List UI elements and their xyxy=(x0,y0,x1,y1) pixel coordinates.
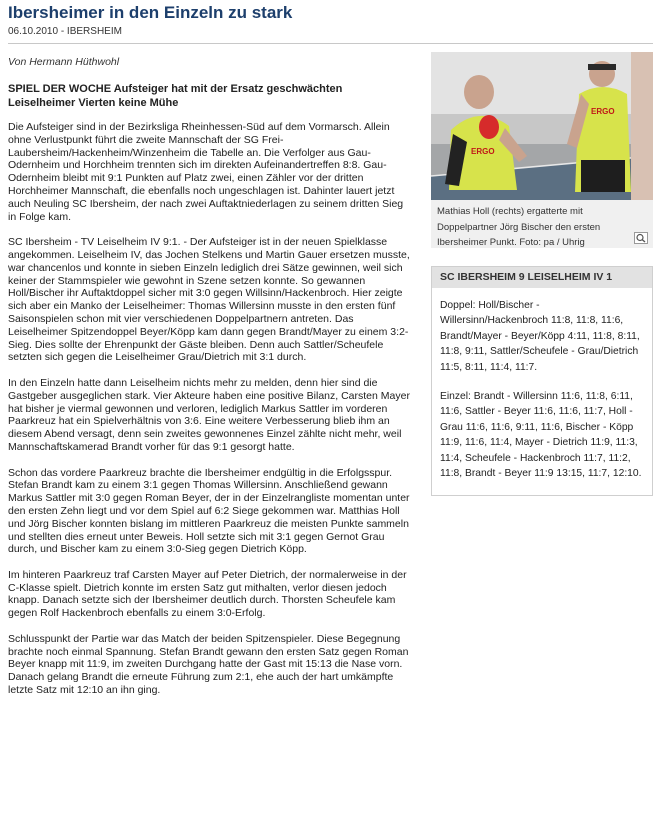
article-body xyxy=(8,82,412,710)
article-lead: SPIEL DER WOCHE Aufsteiger hat mit der Ersatz geschwächten Leiselheimer Vierten keine Mühe xyxy=(8,83,343,109)
article-title: Ibersheimer in den Einzeln zu stark xyxy=(8,3,293,22)
scorebox-body xyxy=(432,288,652,481)
article-paragraph: Die Aufsteiger sind in der Bezirksliga Rheinhessen-Süd auf dem Vormarsch. Allein ohne Verlustpunkt führt die zweite Mannschaft der SG Frei-Laubersheim/Hackenheim/Winzenheim die Tabelle an. Die Verfolger aus Gau-Odernheim und Horchheim trennten sich im direkten Aufeinandertreffen 8:8. Gau-Odernheim bleibt mit 9:1 Punkten auf Platz zwei, einen Zähler vor der dritten Horchheimer Mannschaft, die ebenfalls noch ungeschlagen ist. Dahinter lauert jetzt auch Neuling SC Ibersheim, der nach zwei Auftaktniederlagen zu seinem dritten Sieg in Folge kam. xyxy=(8,121,404,223)
article-photo[interactable] xyxy=(431,52,653,200)
shirt-logo: ERGO xyxy=(591,107,615,116)
photo-caption: Mathias Holl (rechts) ergatterte mit Doppelpartner Jörg Bischer den ersten Ibersheimer Punkt. Foto: pa / Uhrig xyxy=(437,206,601,248)
article-paragraph: Schlusspunkt der Partie war das Match der beiden Spitzenspieler. Diese Begegnung brachte noch einmal Spannung. Stefan Brandt gewann den ersten Satz gegen Roman Beyer knapp mit 11:9, im zweiten Durchgang hatte der Gast mit 15:13 die Nase vorn. Danach gelang Brandt die erneute Führung zum 2:1, ehe auch der hart umkämpfte letzte Satz mit 12:10 an ihn ging. xyxy=(8,632,409,697)
photo-panel xyxy=(431,52,653,248)
article-paragraph: Schon das vordere Paarkreuz brachte die Ibersheimer endgültig in die Erfolgsspur. Stefan Brandt kam zu einem 3:1 gegen Thomas Willersinn. Anschließend gewann Markus Sattler mit 3:0 gegen Roman Beyer, der in der Einzelrangliste momentan unter den ersten Zehn liegt und vor dem Spiel auf 6:2 Siege gekommen war. Matthias Holl und Jörg Bischer konnten bislang im mittleren Paarkreuz die meisten Punkte sammeln und stellten dies erneut unter Beweis. Holl setzte sich mit 3:1 gegen Gernot Grau durch, und Bischer kam zu einem 3:0-Sieg gegen Dietrich Köpp. xyxy=(8,466,410,556)
dateline: 06.10.2010 - IBERSHEIM xyxy=(8,26,122,37)
scorebox xyxy=(431,266,653,496)
article-paragraph: Im hinteren Paarkreuz traf Carsten Mayer auf Peter Dietrich, der normalerweise in der C-Klasse spielt. Dietrich konnte im ersten Satz gut mithalten, verlor diesen jedoch knapp. Danach setzte sich der Ibersheimer deutlich durch. Thorsten Scheufele kam gegen Rolf Hackenbroch ebenfalls zu einem 3:0-Erfolg. xyxy=(8,568,407,620)
article-paragraph: In den Einzeln hatte dann Leiselheim nichts mehr zu melden, denn hier sind die Gastgeber ausgeglichen stark. Vier Akteure haben eine positive Bilanz, Carsten Mayer hat bisher je viermal gewonnen und verloren, lediglich Markus Sattler im vorderen Paarkreuz hat ein Spielverhältnis von 3:6. Eine weitere Verbesserung blieb ihm an diesem Abend versagt, denn sein zweites gewonnenes Einzel zählte nicht mehr, weil Mannschaftskamerad Brandt vorher für das 9:1 gesorgt hatte. xyxy=(8,376,410,453)
author-byline: Von Hermann Hüthwohl xyxy=(8,56,120,68)
article-paragraph: SC Ibersheim - TV Leiselheim IV 9:1. - Der Aufsteiger ist in der neuen Spielklasse angekommen. Leiselheim IV, das Jochen Stelkens und Martin Gauer ersetzen musste, war chancenlos und konnte in sieben Einzeln lediglich drei Sätze gewinnen, weil sich keiner der Stammspieler wie gewohnt in Szene setzen konnte. So gewannen Holl/Bischer ihr Auftaktdoppel sicher mit 3:0 gegen Willsinn/Hackenbroch. Hier zeigte sich aber ein Manko der Leiselheimer: Thomas Willersinn musste in den ersten fünf Saisonspielen schon mit vier verschiedenen Doppelpartnern antreten. Das Leiselheimer Spitzendoppel Beyer/Köpp kam dann gegen Brandt/Mayer zu einem 3:2-Sieg. Dies sollte der Ehrenpunkt der Gäste bleiben. Denn auch Sattler/Scheufele setzten sich gegen die Leiselheimer Grau/Dietrich mit 3:1 durch. xyxy=(8,236,410,364)
header-divider xyxy=(8,43,653,44)
doubles-results: Doppel: Holl/Bischer - Willersinn/Hackenbroch 11:8, 11:8, 11:6, Brandt/Mayer - Beyer/Köpp 4:11, 11:8, 8:11, 11:8, 9:11, Sattler/Scheufele - Grau/Dietrich 11:5, 8:11, 11:4, 11:7. xyxy=(440,300,640,373)
scorebox-title: SC IBERSHEIM 9 LEISELHEIM IV 1 xyxy=(432,267,652,288)
singles-results: Einzel: Brandt - Willersinn 11:6, 11:8, 6:11, 11:6, Sattler - Beyer 11:6, 11:6, 11:7, Holl - Grau 11:6, 11:6, 9:11, 11:6, Bischer - Köpp 11:9, 11:6, 11:4, Mayer - Dietrich 11:9, 11:3, 11:4, Scheufele - Hackenbroch 11:7, 11:2, 11:8, Brandt - Beyer 11:9 13:15, 11:7, 12:10. xyxy=(440,391,642,480)
shirt-logo: ERGO xyxy=(471,147,495,156)
magnify-icon[interactable] xyxy=(634,232,648,244)
